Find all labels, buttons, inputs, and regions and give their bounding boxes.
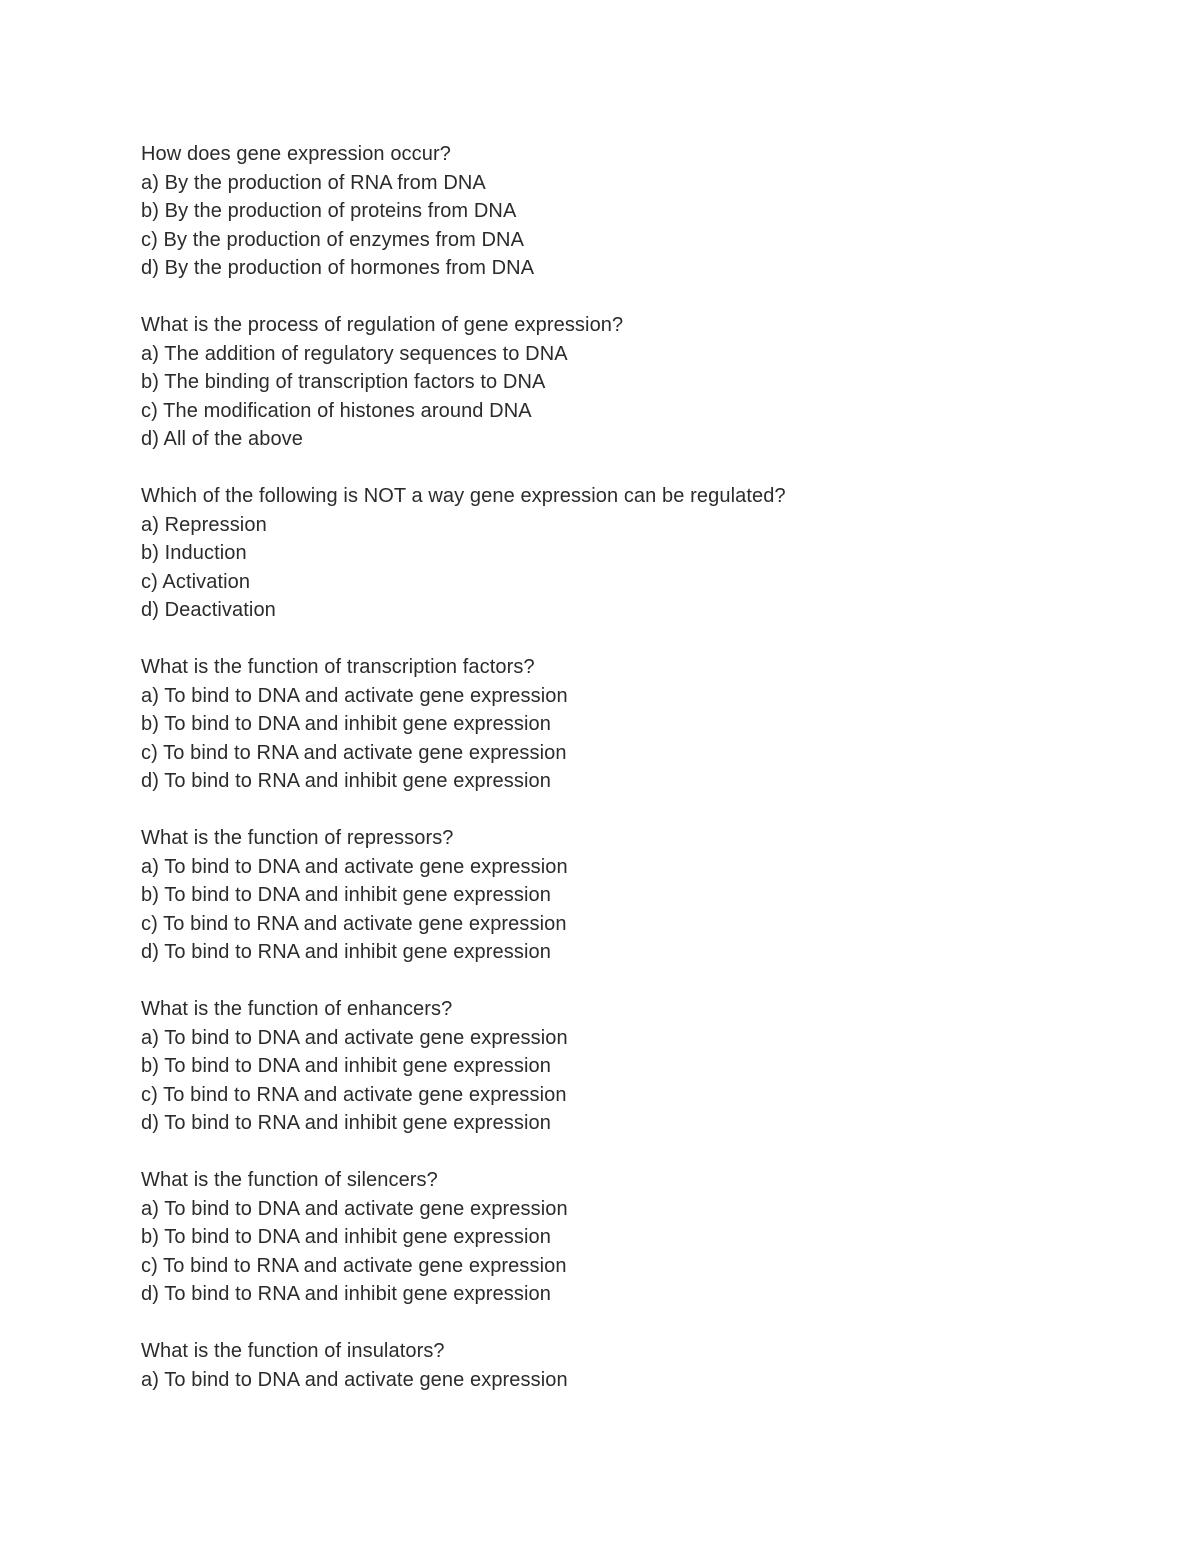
question-block	[141, 482, 1141, 625]
answer-option: b) By the production of proteins from DNA	[141, 200, 517, 222]
answer-option: a) To bind to DNA and activate gene expression	[141, 1368, 568, 1391]
answer-option: b) To bind to DNA and inhibit gene expression	[141, 713, 551, 735]
answer-option: c) Activation	[141, 570, 251, 593]
question-block	[141, 140, 1141, 283]
answer-option: a) By the production of RNA from DNA	[141, 171, 486, 194]
answer-option: c) To bind to RNA and activate gene expression	[141, 912, 567, 935]
question-block	[141, 824, 1141, 967]
answer-option: c) To bind to RNA and activate gene expression	[141, 741, 567, 764]
question-block	[141, 311, 1141, 454]
answer-option: b) Induction	[141, 542, 247, 564]
question-text: What is the function of repressors?	[141, 827, 454, 849]
answer-option: c) By the production of enzymes from DNA	[141, 228, 525, 251]
answer-option: a) Repression	[141, 513, 267, 536]
question-text: How does gene expression occur?	[141, 143, 451, 165]
answer-option: d) To bind to RNA and inhibit gene expression	[141, 770, 551, 792]
answer-option: a) The addition of regulatory sequences to DNA	[141, 342, 568, 365]
document-body	[141, 140, 1141, 1423]
answer-option: a) To bind to DNA and activate gene expression	[141, 855, 568, 878]
answer-option: a) To bind to DNA and activate gene expression	[141, 684, 568, 707]
question-block	[141, 995, 1141, 1138]
answer-option: b) To bind to DNA and inhibit gene expression	[141, 1055, 551, 1077]
question-block	[141, 1337, 1141, 1394]
answer-option: d) By the production of hormones from DNA	[141, 257, 535, 279]
answer-option: c) To bind to RNA and activate gene expression	[141, 1254, 567, 1277]
answer-option: a) To bind to DNA and activate gene expression	[141, 1026, 568, 1049]
answer-option: d) To bind to RNA and inhibit gene expression	[141, 941, 551, 963]
question-text: What is the process of regulation of gene expression?	[141, 314, 624, 336]
answer-option: b) To bind to DNA and inhibit gene expression	[141, 884, 551, 906]
answer-option: a) To bind to DNA and activate gene expression	[141, 1197, 568, 1220]
question-block	[141, 1166, 1141, 1309]
question-block	[141, 653, 1141, 796]
answer-option: b) To bind to DNA and inhibit gene expression	[141, 1226, 551, 1248]
question-text: What is the function of transcription factors?	[141, 656, 535, 678]
answer-option: b) The binding of transcription factors to DNA	[141, 371, 546, 393]
answer-option: d) To bind to RNA and inhibit gene expression	[141, 1283, 551, 1305]
answer-option: c) The modification of histones around DNA	[141, 399, 532, 422]
answer-option: c) To bind to RNA and activate gene expression	[141, 1083, 567, 1106]
question-text: What is the function of enhancers?	[141, 998, 453, 1020]
answer-option: d) Deactivation	[141, 599, 276, 621]
question-text: What is the function of silencers?	[141, 1169, 438, 1191]
answer-option: d) To bind to RNA and inhibit gene expression	[141, 1112, 551, 1134]
question-text: Which of the following is NOT a way gene expression can be regulated?	[141, 485, 786, 507]
question-text: What is the function of insulators?	[141, 1340, 445, 1362]
answer-option: d) All of the above	[141, 428, 304, 450]
